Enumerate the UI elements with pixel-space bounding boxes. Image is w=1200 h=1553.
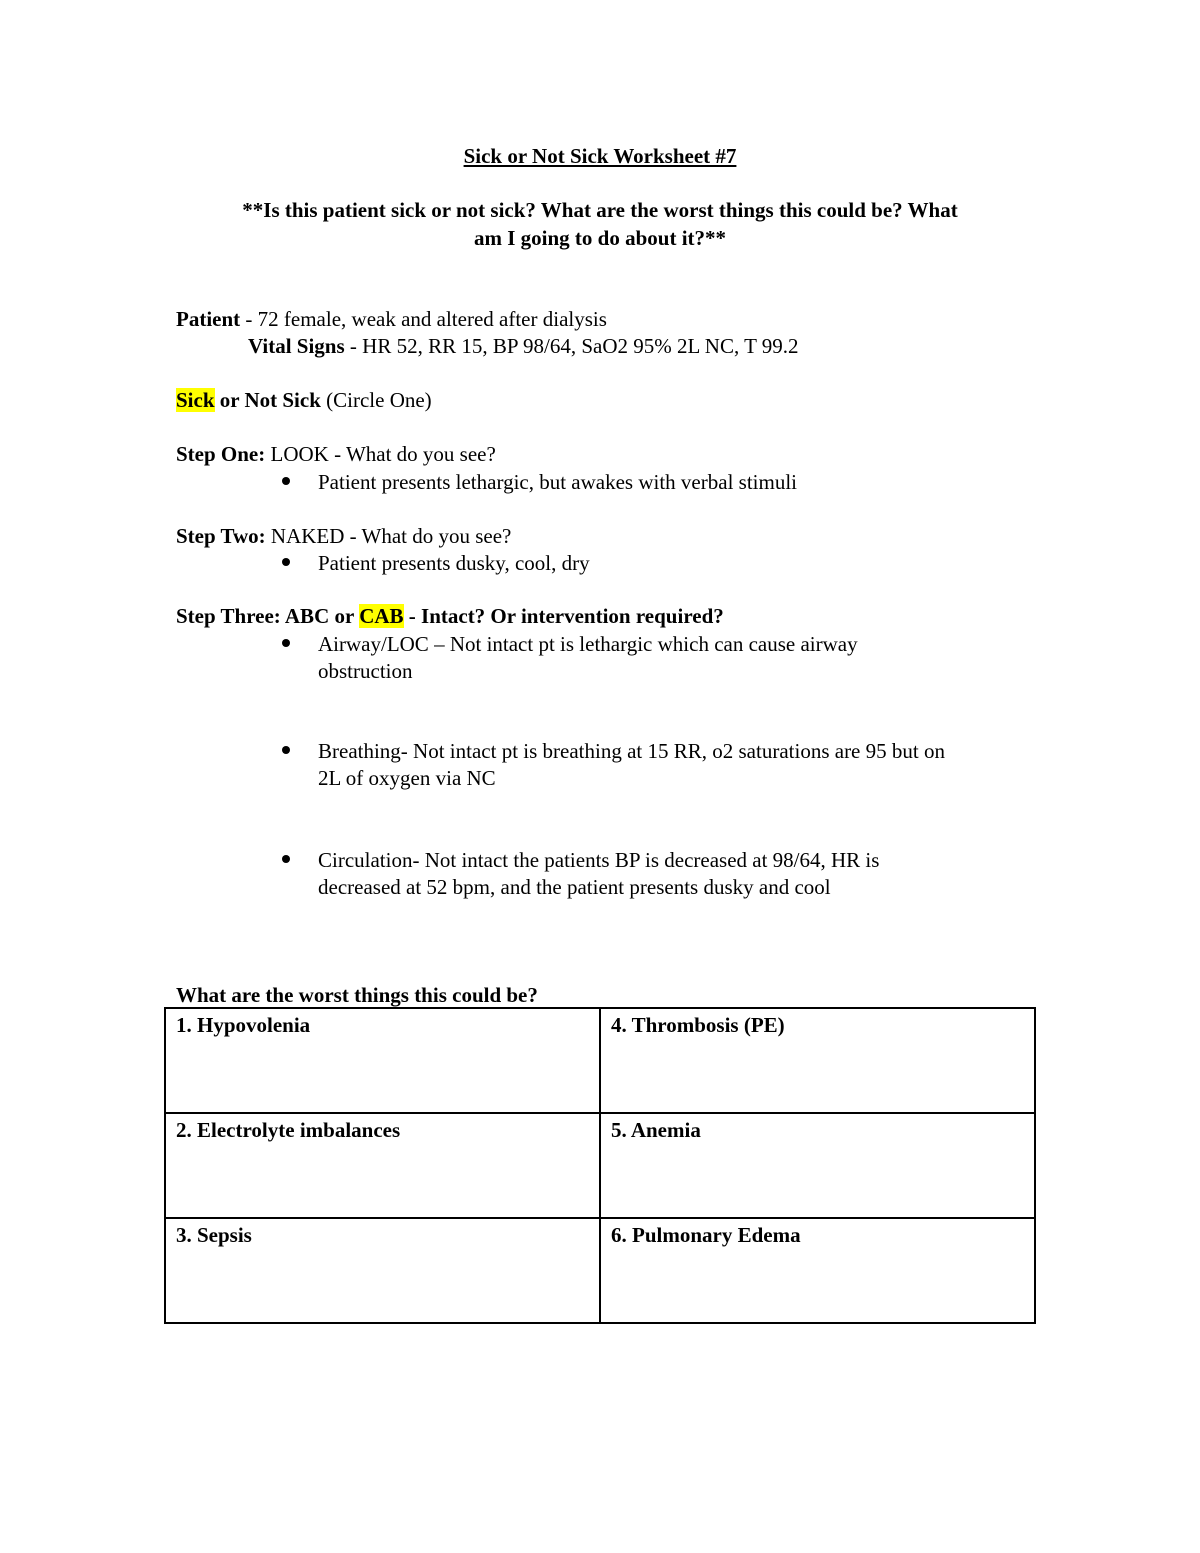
table-cell: 2. Electrolyte imbalances xyxy=(165,1113,600,1218)
patient-text: - 72 female, weak and altered after dialysis xyxy=(240,307,607,331)
step-one-label: Step One: xyxy=(176,442,266,466)
step-one-prompt: - What do you see? xyxy=(328,442,496,466)
airway-bullet-line-1: Airway/LOC – Not intact pt is lethargic which can cause airway xyxy=(318,632,858,656)
worksheet-title: Sick or Not Sick Worksheet #7 xyxy=(463,144,737,168)
worst-things-table xyxy=(164,1007,1036,1324)
patient-label: Patient xyxy=(176,307,241,331)
table-row xyxy=(165,1218,1035,1323)
worst-things-heading: What are the worst things this could be? xyxy=(176,983,538,1007)
patient-line xyxy=(176,307,607,332)
table-row xyxy=(165,1008,1035,1113)
table-cell: 5. Anemia xyxy=(600,1113,1035,1218)
guiding-question-line-1: **Is this patient sick or not sick? What are the worst things this could be? What xyxy=(242,198,958,222)
circulation-bullet-line-2: decreased at 52 bpm, and the patient presents dusky and cool xyxy=(318,875,831,899)
table-cell: 4. Thrombosis (PE) xyxy=(600,1008,1035,1113)
bullet-icon xyxy=(282,746,290,754)
table-cell: 3. Sepsis xyxy=(165,1218,600,1323)
breathing-bullet-line-1: Breathing- Not intact pt is breathing at 15 RR, o2 saturations are 95 but on xyxy=(318,739,945,763)
step-two-bullet: Patient presents dusky, cool, dry xyxy=(318,551,590,575)
bullet-icon xyxy=(282,558,290,566)
sick-choice-line xyxy=(176,388,432,413)
step-one-bullet: Patient presents lethargic, but awakes with verbal stimuli xyxy=(318,470,798,494)
table-cell: 1. Hypovolenia xyxy=(165,1008,600,1113)
not-sick-option: or Not Sick xyxy=(214,388,321,412)
step-three-heading xyxy=(176,604,724,629)
table-cell: 6. Pulmonary Edema xyxy=(600,1218,1035,1323)
step-two-keyword: NAKED xyxy=(265,524,345,548)
step-two-heading xyxy=(176,524,511,549)
step-one-heading xyxy=(176,442,496,467)
cab-highlighted: CAB xyxy=(359,604,404,628)
bullet-icon xyxy=(282,855,290,863)
breathing-bullet-line-2: 2L of oxygen via NC xyxy=(318,766,496,790)
guiding-question-line-2: am I going to do about it?** xyxy=(473,226,727,250)
bullet-icon xyxy=(282,477,290,485)
step-two-prompt: - What do you see? xyxy=(344,524,512,548)
vital-signs-label: Vital Signs xyxy=(248,334,345,358)
step-three-prompt: - Intact? Or intervention required? xyxy=(403,604,724,628)
table-row xyxy=(165,1113,1035,1218)
step-one-keyword: LOOK xyxy=(265,442,329,466)
vital-signs-text: - HR 52, RR 15, BP 98/64, SaO2 95% 2L NC, T 99.2 xyxy=(344,334,799,358)
circulation-bullet-line-1: Circulation- Not intact the patients BP is decreased at 98/64, HR is xyxy=(318,848,880,872)
airway-bullet-line-2: obstruction xyxy=(318,659,413,683)
circle-one-note: (Circle One) xyxy=(320,388,432,412)
step-two-label: Step Two: xyxy=(176,524,266,548)
step-three-label: Step Three: ABC or xyxy=(176,604,360,628)
sick-option-highlighted: Sick xyxy=(176,388,215,412)
bullet-icon xyxy=(282,639,290,647)
vital-signs-line xyxy=(248,334,799,359)
